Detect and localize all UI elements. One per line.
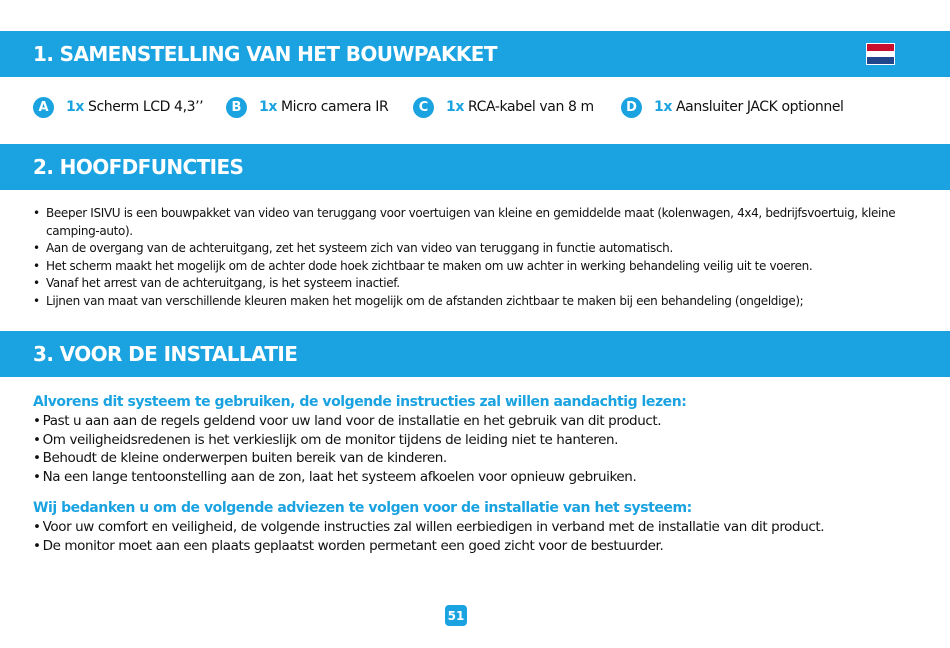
section-title-main-functions: 2. HOOFDFUNCTIES — [33, 155, 244, 179]
instruction-item: • Na een lange tentoonstelling aan de zon, laat het systeem afkoelen voor opnieuw gebruiken. — [33, 468, 923, 487]
kit-contents — [33, 96, 923, 118]
instruction-item: • Behoudt de kleine onderwerpen buiten bereik van de kinderen. — [33, 449, 923, 468]
feature-list — [33, 205, 913, 310]
feature-item: • Vanaf het arrest van de achteruitgang, is het systeem inactief. — [33, 275, 913, 293]
advice-item: • De monitor moet aan een plaats geplaatst worden permetant een goed zicht voor de bestuurder. — [33, 537, 923, 556]
instruction-item: • Past u aan aan de regels geldend voor uw land voor de installatie en het gebruik van dit product. — [33, 412, 923, 431]
flag-stripe-blue — [867, 57, 894, 64]
advice-item: • Voor uw comfort en veiligheid, de volgende instructies zal willen eerbiedigen in verband met de installatie van dit product. — [33, 518, 923, 537]
feature-item: • Aan de overgang van de achteruitgang, zet het systeem zich van video van teruggang in functie automatisch. — [33, 240, 913, 258]
letter-c-badge-icon: C — [413, 97, 434, 118]
usage-instructions-list — [33, 412, 923, 487]
instruction-item: • Om veiligheidsredenen is het verkieslijk om de monitor tijdens de leiding niet te hanteren. — [33, 431, 923, 450]
kit-item-quantity: 1x — [446, 99, 464, 115]
kit-item-c — [413, 97, 621, 118]
kit-item-label: Aansluiter JACK optionnel — [675, 99, 844, 115]
flag-stripe-white — [867, 51, 894, 58]
flag-stripe-red — [867, 44, 894, 51]
netherlands-flag-icon — [866, 43, 895, 65]
kit-item-d — [621, 97, 844, 118]
page-number: 51 — [445, 605, 467, 626]
section-header-composition — [0, 31, 950, 77]
feature-item: • Lijnen van maat van verschillende kleuren maken het mogelijk om de afstanden zichtbaar te maken bij een behandeling (ongeldige); — [33, 293, 913, 311]
installation-advice — [33, 499, 923, 555]
usage-instructions — [33, 393, 923, 487]
feature-item: • Beeper ISIVU is een bouwpakket van video van teruggang voor voertuigen van kleine en gemiddelde maat (kolenwagen, 4x4, bedrijfsvoertuig, kleine camping-auto). — [33, 205, 913, 240]
kit-item-quantity: 1x — [654, 99, 672, 115]
kit-item-a — [33, 97, 226, 118]
kit-item-label: Micro camera IR — [280, 99, 389, 115]
section-header-before-installation — [0, 331, 950, 377]
usage-instructions-heading: Alvorens dit systeem te gebruiken, de volgende instructies zal willen aandachtig lezen: — [33, 394, 687, 410]
kit-item-quantity: 1x — [66, 99, 84, 115]
kit-item-b — [226, 97, 413, 118]
section-title-composition: 1. SAMENSTELLING VAN HET BOUWPAKKET — [33, 42, 497, 66]
letter-a-badge-icon: A — [33, 97, 54, 118]
letter-d-badge-icon: D — [621, 97, 642, 118]
installation-advice-list — [33, 518, 923, 555]
installation-advice-heading: Wij bedanken u om de volgende adviezen te volgen voor de installatie van het systeem: — [33, 500, 692, 516]
letter-b-badge-icon: B — [226, 97, 247, 118]
feature-item: • Het scherm maakt het mogelijk om de achter dode hoek zichtbaar te maken om uw achter in werking behandeling veilig uit te voeren. — [33, 258, 913, 276]
section-header-main-functions — [0, 144, 950, 190]
section-title-before-installation: 3. VOOR DE INSTALLATIE — [33, 342, 298, 366]
kit-item-label: Scherm LCD 4,3’’ — [87, 99, 204, 115]
kit-item-label: RCA-kabel van 8 m — [467, 99, 594, 115]
kit-item-quantity: 1x — [259, 99, 277, 115]
